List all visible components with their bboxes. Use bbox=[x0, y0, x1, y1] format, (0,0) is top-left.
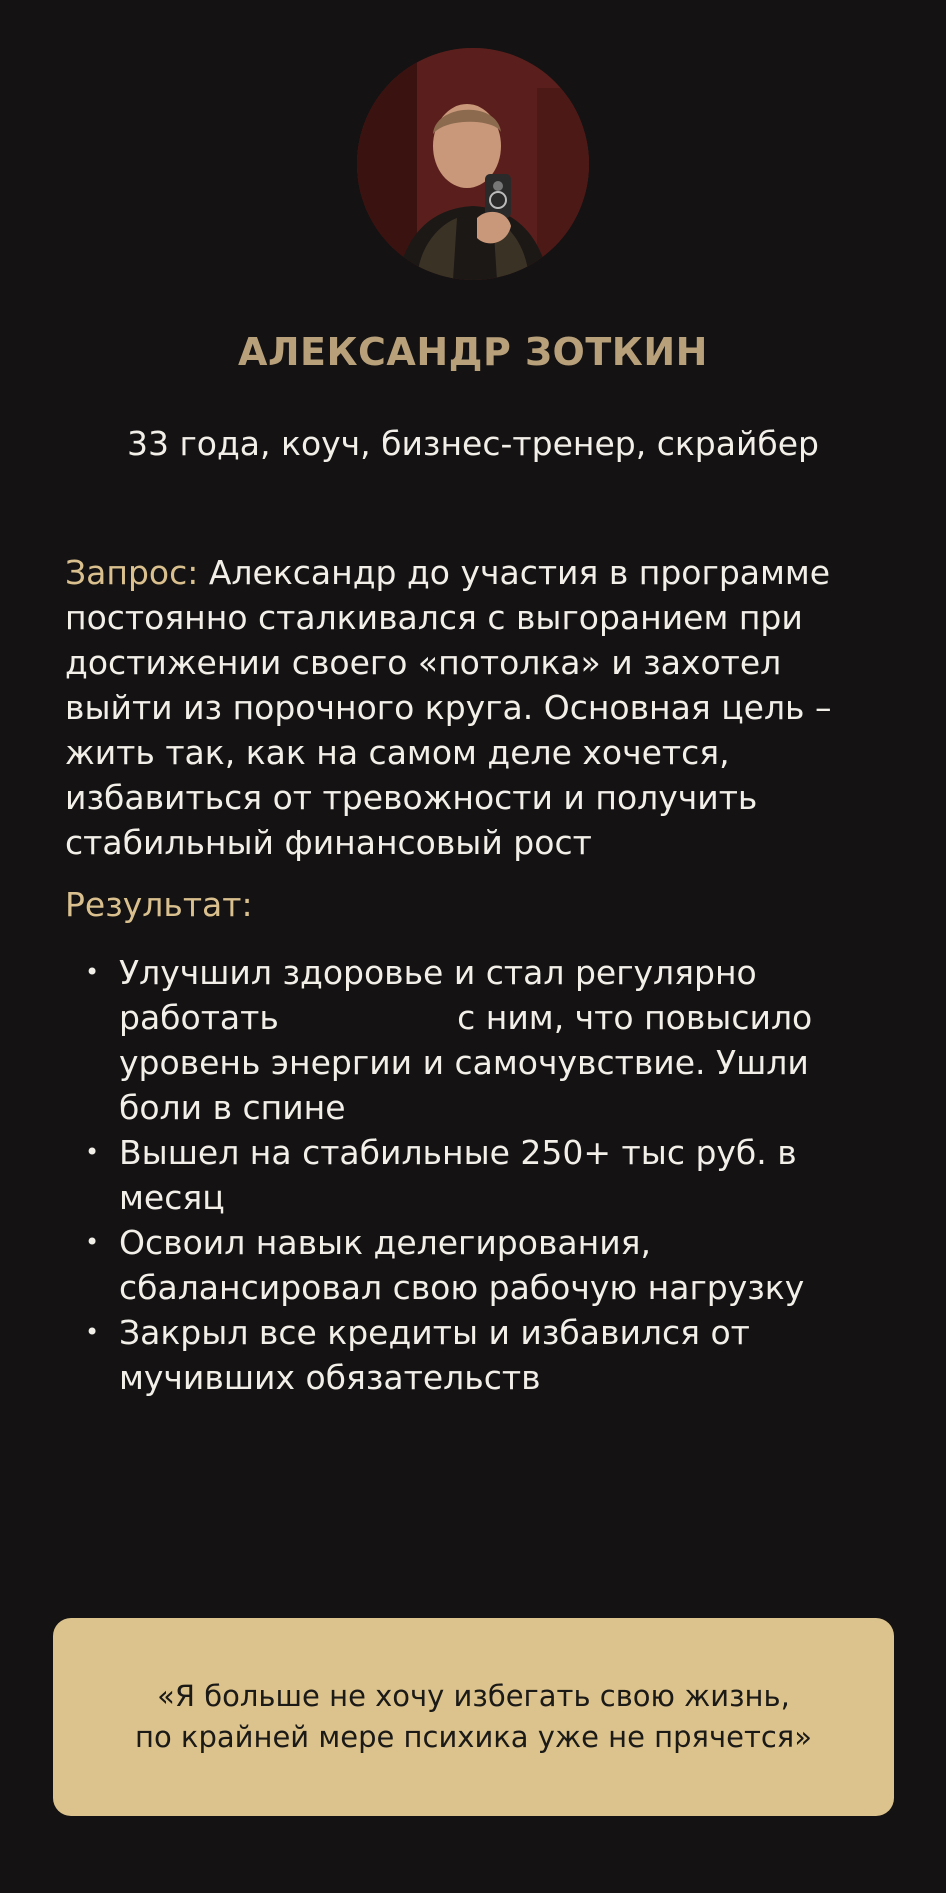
person-subtitle: 33 года, коуч, бизнес-тренер, скрайбер bbox=[126, 424, 819, 463]
result-item-text: Улучшил здоровье и стал регулярно работать с ним, что повысило уровень энергии и самочувствие. Ушли боли в спине bbox=[119, 953, 823, 1127]
request-text: Александр до участия в программе постоянно сталкивался с выгоранием при достижении своего «потолка» и захотел выйти из порочного круга. Основная цель – жить так, как на самом деле хочется, избавиться от тревожности и получить стабильный финансовый рост bbox=[65, 553, 832, 862]
result-list bbox=[65, 950, 855, 1400]
avatar-photo-icon bbox=[357, 48, 589, 280]
result-item-text: Вышел на стабильные 250+ тыс руб. в месяц bbox=[119, 1133, 797, 1217]
quote-box bbox=[53, 1618, 894, 1816]
quote-text bbox=[135, 1676, 812, 1758]
result-item-text: Закрыл все кредиты и избавился от мучивших обязательств bbox=[119, 1313, 750, 1397]
quote-line-1: «Я больше не хочу избегать свою жизнь, bbox=[157, 1679, 790, 1713]
list-item bbox=[65, 1130, 855, 1220]
result-item-text: Освоил навык делегирования, сбалансировал свою рабочую нагрузку bbox=[119, 1223, 805, 1307]
request-paragraph bbox=[65, 550, 895, 865]
result-label: Результат: bbox=[65, 885, 253, 924]
list-item bbox=[65, 1220, 855, 1310]
person-name: АЛЕКСАНДР ЗОТКИН bbox=[238, 330, 708, 374]
list-item bbox=[65, 1310, 855, 1400]
bullet-icon: • bbox=[85, 1228, 100, 1256]
list-item bbox=[65, 950, 855, 1130]
bullet-icon: • bbox=[85, 1138, 100, 1166]
avatar bbox=[357, 48, 589, 280]
request-label: Запрос: bbox=[65, 553, 199, 592]
quote-line-2: по крайней мере психика уже не прячется» bbox=[135, 1720, 812, 1754]
bullet-icon: • bbox=[85, 958, 100, 986]
bullet-icon: • bbox=[85, 1318, 100, 1346]
